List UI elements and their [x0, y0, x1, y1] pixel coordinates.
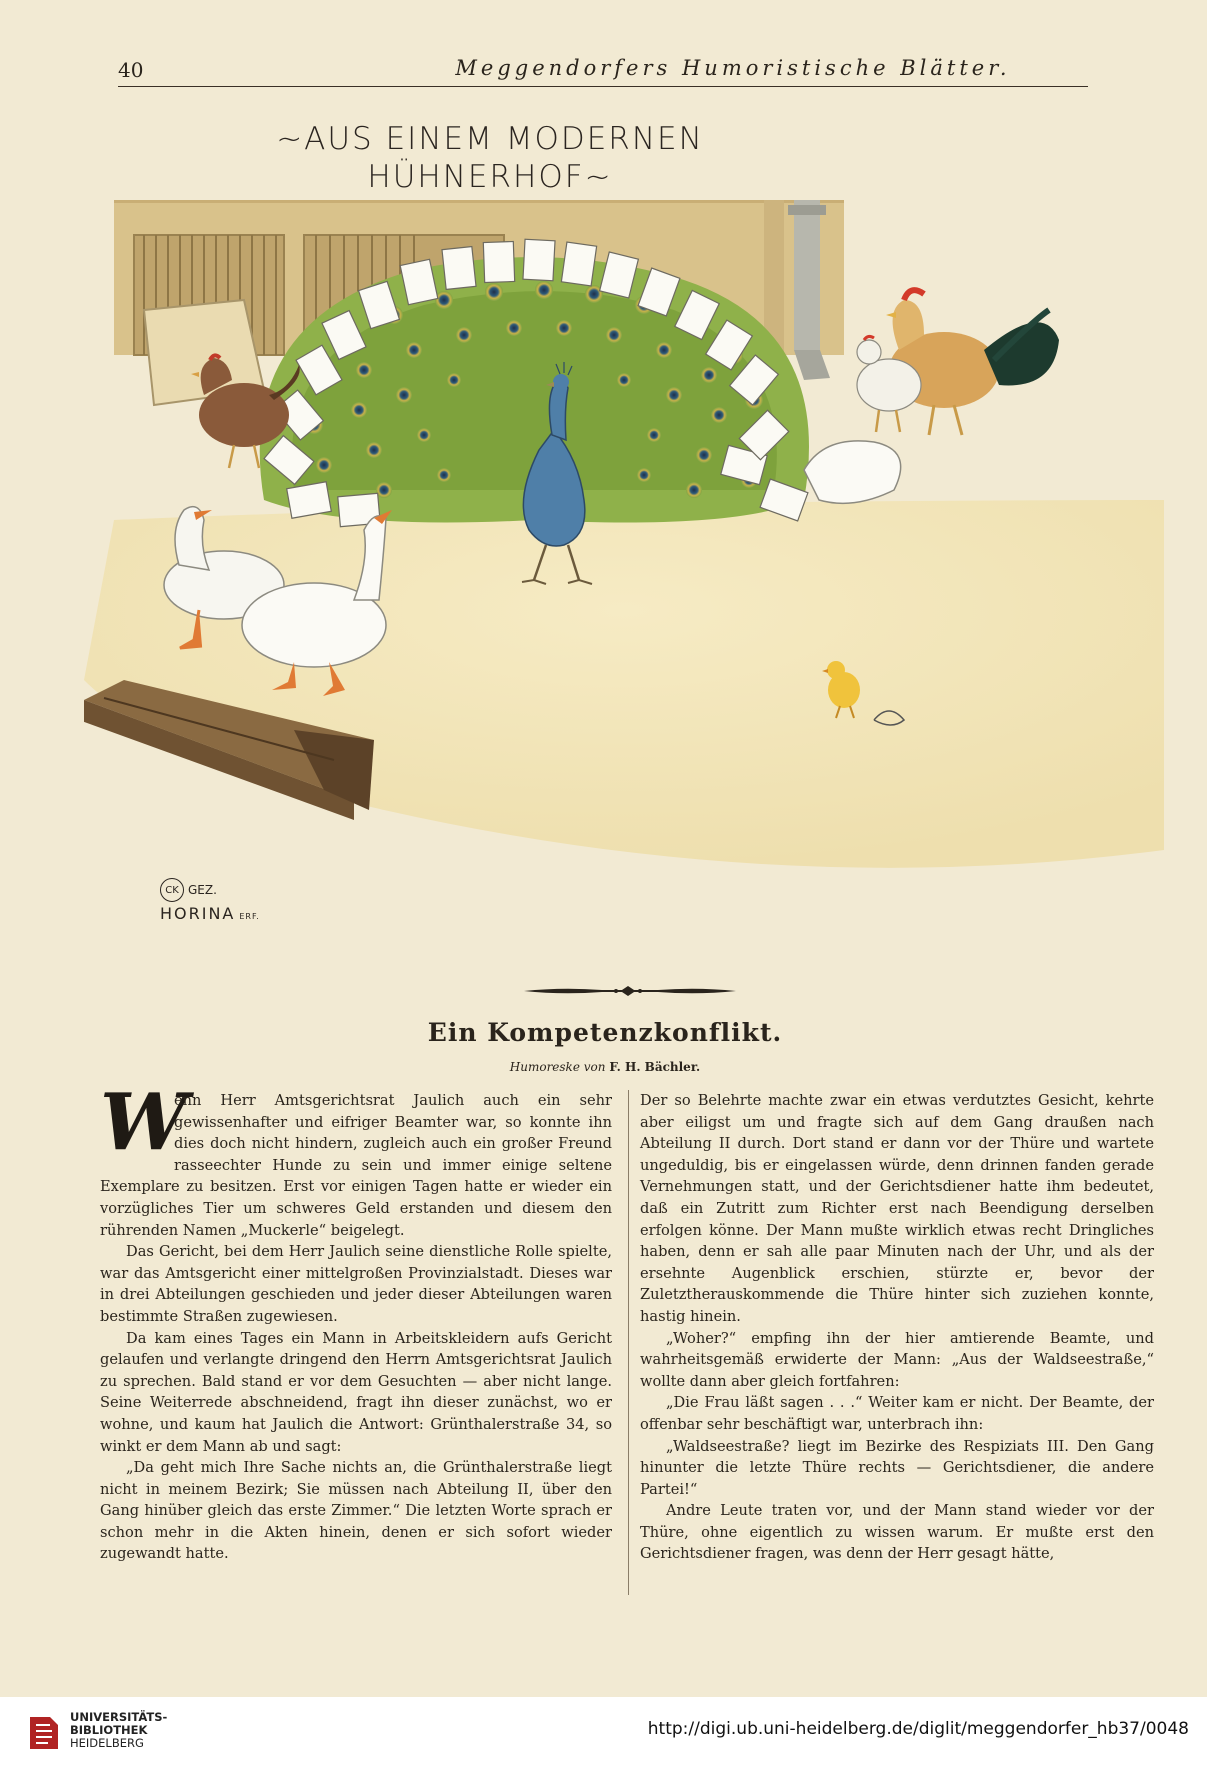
page-number: 40	[118, 58, 144, 82]
rooster	[886, 290, 1059, 435]
source-url-link[interactable]: http://digi.ub.uni-heidelberg.de/diglit/meggendorfer_hb37/0048	[647, 1719, 1189, 1739]
article-title: Ein Kompetenzkonflikt.	[427, 1018, 783, 1047]
article-byline	[300, 1060, 910, 1074]
signature-gez: GEZ.	[188, 883, 217, 897]
institution-name	[70, 1711, 167, 1750]
illustration-title	[260, 120, 720, 196]
signature-name: HORINA	[160, 904, 236, 923]
paragraph: „Die Frau läßt sagen . . .“ Weiter kam er nicht. Der Beamte, der offenbar sehr beschäftigt war, unterbrach ihn:	[640, 1394, 1154, 1433]
illustration-title-line1: ~AUS EINEM MODERNEN	[276, 121, 704, 157]
institution-line1: UNIVERSITÄTS-	[70, 1710, 168, 1724]
running-title: Meggendorfers Humoristische Blätter.	[455, 56, 1011, 80]
paragraph: „Woher?“ empfing ihn der hier amtierende Beamte, und wahrheitsgemäß erwiderte der Mann: „Aus der Waldseestraße,“ wollte dann aber gleich fortfahren:	[640, 1329, 1154, 1390]
paragraph: „Waldseestraße? liegt im Bezirke des Respiziats III. Den Gang hinunter die letzte Thüre rechts — Gerichtsdiener, die andere Partei!“	[640, 1437, 1154, 1498]
column-divider	[628, 1090, 629, 1595]
byline-author: F. H. Bächler.	[609, 1060, 701, 1074]
paragraph: Das Gericht, bei dem Herr Jaulich seine dienstliche Rolle spielte, war das Amtsgericht einer mittelgroßen Provinzialstadt. Dieses war in drei Abteilungen geschieden und jeder dieser Abteilungen waren bestimmte Straßen zugewiesen.	[100, 1243, 612, 1325]
institution-line3: HEIDELBERG	[70, 1736, 144, 1750]
right-column	[640, 1090, 1154, 1565]
paragraph: „Da geht mich Ihre Sache nichts an, die Grünthalerstraße liegt nicht in meinem Bezirk; Sie müssen nach Abteilung II, über den Gang hinüber gleich das erste Zimmer.“ Die letzten Worte sprach er schon mehr in die Akten hinein, denen er sich sofort wieder zugewandt hatte.	[100, 1459, 612, 1563]
signature-erf: ERF.	[239, 912, 260, 921]
paragraph: Der so Belehrte machte zwar ein etwas verdutztes Gesicht, kehrte aber eiligst um und fragte sich auf dem Gang draußen nach Abteilung II durch. Dort stand er dann vor der Thüre und wartete ungeduldig, bis er eingelassen würde, denn drinnen fanden gerade Vernehmungen statt, und der Gerichtsdiener hatte ihm bedeutet, daß ein Zutritt zum Richter erst nach Beendigung derselben erfolgen könne. Der Mann mußte wirklich etwas recht Dringliches haben, denn er sah alle paar Minuten nach der Uhr, und als der ersehnte Augenblick erschien, stürzte er, bevor der Zuletztherauskommende die Thüre hinter sich zuziehen konnte, hastig hinein.	[640, 1092, 1154, 1325]
paragraph: enn Herr Amtsgerichtsrat Jaulich auch ein sehr gewissenhafter und eifriger Beamter war, so konnte ihn dies doch nicht hindern, zugleich auch ein großer Freund rasseechter Hunde zu sein und immer einige seltene Exemplare zu besitzen. Erst vor einigen Tagen hatte er wieder ein vorzügliches Tier um schweres Geld erstanden und diesem den rührenden Namen „Muckerle“ beigelegt.	[100, 1092, 612, 1239]
signature-monogram: CK	[160, 878, 184, 902]
left-column	[100, 1077, 612, 1565]
divider-ornament	[522, 984, 738, 998]
institution-line2: BIBLIOTHEK	[70, 1723, 148, 1737]
paragraph: Da kam eines Tages ein Mann in Arbeitskleidern aufs Gericht gelaufen und verlangte dringend den Herrn Amtsgerichtsrat Jaulich zu sprechen. Bald stand er vor dem Gesuchten — aber nicht lange. Seine Weiterrede abschneidend, fragt ihn dieser zunächst, wo er wohne, und kaum hat Jaulich die Antwort: Grünthalerstraße 34, so winkt er dem Mann ab und sagt:	[100, 1329, 612, 1455]
resting-goose	[804, 441, 901, 504]
poultry-yard-illustration	[84, 200, 1184, 940]
byline-prefix: Humoreske von	[509, 1060, 606, 1074]
library-footer	[0, 1697, 1207, 1765]
university-seal-icon	[22, 1713, 62, 1753]
running-header	[118, 56, 1088, 87]
illustration-title-line2: HÜHNERHOF~	[367, 159, 613, 195]
artist-signature	[160, 878, 310, 923]
paragraph: Andre Leute traten vor, und der Mann stand wieder vor der Thüre, ohne eigentlich zu wissen warum. Er mußte erst den Gerichtsdiener fragen, was denn der Herr gesagt hätte,	[640, 1502, 1154, 1563]
drop-cap: W	[100, 1077, 188, 1168]
